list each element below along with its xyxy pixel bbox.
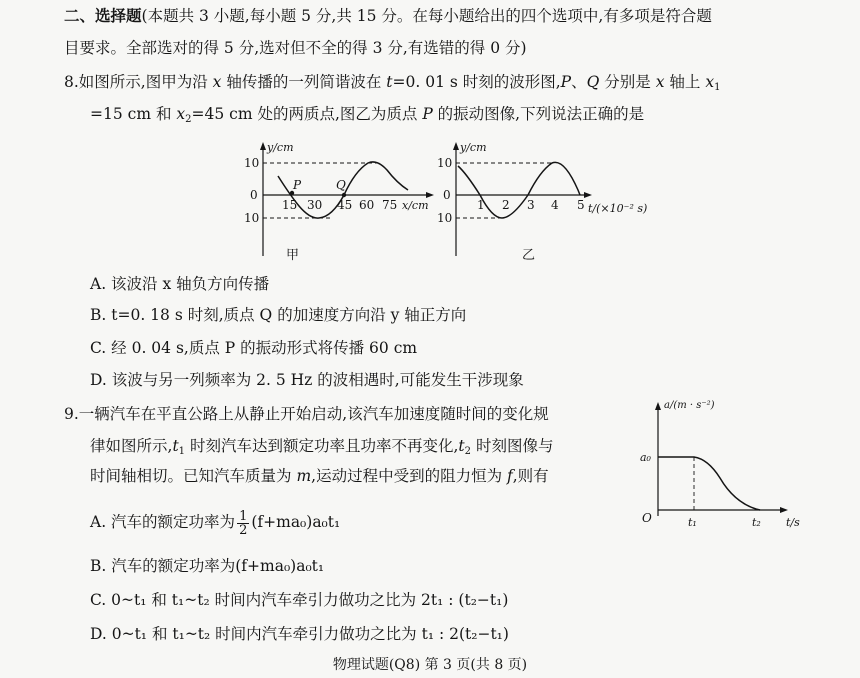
q9-option-a	[90, 508, 340, 537]
yi-y-tick-top: 10	[437, 156, 453, 170]
q9-x-arrow	[780, 507, 788, 513]
q8-sub: 1	[714, 82, 721, 93]
figure-jia	[240, 138, 453, 268]
q8-var: x	[212, 73, 222, 91]
q9-option-b: B. 汽车的额定功率为(f+ma₀)a₀t₁	[90, 557, 325, 575]
q9-sub: 1	[178, 446, 186, 457]
q8-var: t	[386, 73, 393, 91]
yi-x-tick-5: 5	[577, 198, 585, 212]
yi-x-tick-4: 4	[551, 198, 559, 212]
jia-point-p-label: P	[293, 178, 302, 192]
q9-t2-label: t₂	[752, 516, 761, 529]
jia-y-tick-top: 10	[244, 156, 260, 170]
yi-x-arrow	[584, 192, 592, 198]
q8-line-2	[90, 104, 644, 130]
q8-text: 轴传播的一列简谐波在	[221, 73, 387, 91]
q8-var: x	[705, 73, 715, 91]
q9-x-label: t/s	[786, 516, 800, 529]
fraction-denominator: 2	[239, 522, 248, 538]
q9-var-t1: t	[172, 437, 179, 455]
q9-option-a-fraction	[237, 510, 249, 537]
jia-x-tick-75: 75	[382, 198, 398, 212]
q8-option-a: A. 该波沿 x 轴负方向传播	[90, 275, 270, 293]
q9-a0-label: a₀	[640, 451, 651, 464]
jia-x-label: x/cm	[402, 199, 429, 212]
q9-var-t2: t	[458, 437, 465, 455]
yi-y-label: y/cm	[460, 141, 487, 154]
fraction-numerator: 1	[239, 508, 248, 524]
yi-x-label: t/(×10⁻² s)	[588, 202, 648, 215]
yi-y-arrow	[453, 142, 459, 150]
q9-option-a-suffix: (f+ma₀)a₀t₁	[251, 513, 341, 531]
q8-option-d: D. 该波与另一列频率为 2. 5 Hz 的波相遇时,可能发生干涉现象	[90, 371, 524, 389]
jia-x-tick-30: 30	[307, 198, 323, 212]
q9-option-c: C. 0~t₁ 和 t₁~t₂ 时间内汽车牵引力做功之比为 2t₁ : (t₂−t₁)	[90, 591, 509, 609]
jia-x-tick-15: 15	[282, 198, 298, 212]
q8-text: =15 cm 和	[90, 105, 177, 123]
q9-acceleration-curve	[658, 457, 760, 510]
q8-var: P	[560, 73, 572, 91]
q9-t1-label: t₁	[688, 516, 697, 529]
q9-text: 律如图所示,	[90, 437, 173, 455]
q9-sub: 2	[464, 446, 472, 457]
page-footer: 物理试题(Q8) 第 3 页(共 8 页)	[332, 657, 528, 673]
q9-line-1	[64, 404, 549, 424]
q9-line-3	[90, 466, 549, 486]
q8-option-b: B. t=0. 18 s 时刻,质点 Q 的加速度方向沿 y 轴正方向	[90, 306, 467, 324]
q9-option-a-prefix: A. 汽车的额定功率为	[90, 513, 236, 531]
q8-option-c: C. 经 0. 04 s,质点 P 的振动形式将传播 60 cm	[90, 339, 418, 357]
yi-y-tick-bottom: 10	[437, 211, 453, 225]
jia-point-q-label: Q	[336, 178, 346, 192]
q8-number: 8.	[64, 73, 79, 91]
q9-text: ,则有	[512, 467, 549, 485]
q8-text: 如图所示,图甲为沿	[78, 73, 213, 91]
section-instructions-1: (本题共 3 小题,每小题 5 分,共 15 分。在每小题给出的四个选项中,有多项是符合题	[141, 7, 712, 25]
jia-x-tick-45: 45	[337, 198, 353, 212]
q9-text: 时间轴相切。已知汽车质量为	[90, 467, 297, 485]
jia-y-label: y/cm	[267, 141, 294, 154]
figure-q9	[636, 394, 816, 534]
section-instructions-2: 目要求。全部选对的得 5 分,选对但不全的得 3 分,有选错的得 0 分)	[64, 39, 527, 57]
q9-text: 一辆汽车在平直公路上从静止开始启动,该汽车加速度随时间的变化规	[78, 405, 549, 423]
yi-x-tick-1: 1	[477, 198, 485, 212]
q8-var: x	[176, 105, 186, 123]
yi-x-tick-3: 3	[527, 198, 535, 212]
jia-y-tick-zero: 0	[250, 188, 258, 202]
yi-y-tick-zero: 0	[443, 188, 451, 202]
q9-var: m	[296, 467, 312, 485]
q9-text: 时刻图像与	[471, 437, 554, 455]
q8-text: 轴上	[664, 73, 706, 91]
jia-point-q-dot	[342, 193, 346, 197]
q9-text: ,运动过程中受到的阻力恒为	[311, 467, 507, 485]
q9-var: f	[507, 467, 513, 485]
q8-var: P	[422, 105, 433, 123]
q8-text: 、	[571, 73, 587, 91]
q9-number: 9.	[64, 405, 79, 423]
jia-x-tick-60: 60	[359, 198, 375, 212]
jia-y-tick-bottom: 10	[244, 211, 260, 225]
q9-y-arrow	[655, 402, 661, 410]
q9-option-d: D. 0~t₁ 和 t₁~t₂ 时间内汽车牵引力做功之比为 t₁ : 2(t₂−t₁)	[90, 625, 509, 643]
yi-x-tick-2: 2	[502, 198, 510, 212]
q9-line-2	[90, 436, 553, 462]
yi-caption: 乙	[522, 248, 536, 263]
q9-origin-label: O	[642, 511, 652, 525]
jia-caption: 甲	[286, 248, 300, 263]
q8-var: x	[655, 73, 665, 91]
figure-yi	[432, 138, 672, 268]
section-heading-line-1	[64, 6, 712, 26]
q8-var: Q	[586, 73, 600, 91]
q8-text: =45 cm 处的两质点,图乙为质点	[191, 105, 423, 123]
q8-text: 的振动图像,下列说法正确的是	[432, 105, 645, 123]
jia-y-arrow	[260, 142, 266, 150]
q8-text: 分别是	[599, 73, 656, 91]
q8-line-1	[64, 72, 720, 98]
q8-sub: 2	[185, 114, 192, 125]
q8-text: =0. 01 s 时刻的波形图,	[392, 73, 561, 91]
q9-y-label: a/(m · s⁻²)	[664, 400, 715, 411]
section-heading: 二、选择题	[64, 6, 142, 25]
q9-text: 时刻汽车达到额定功率且功率不再变化,	[185, 437, 459, 455]
